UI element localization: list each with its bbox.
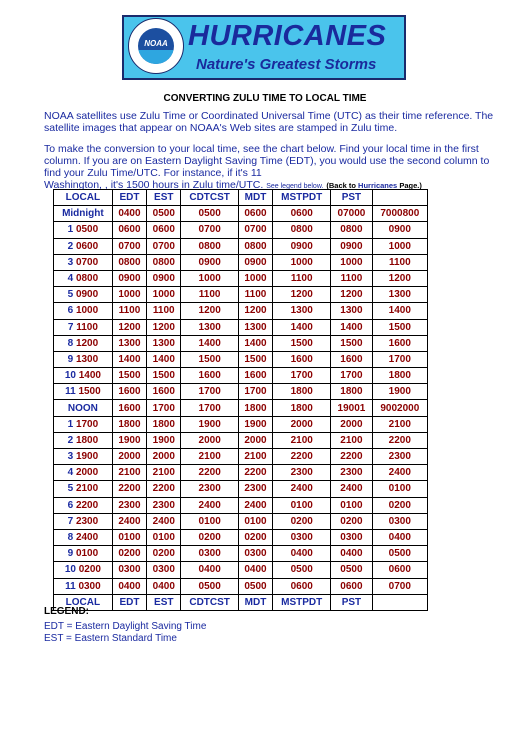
zulu-time-cell: 0800 xyxy=(331,222,372,238)
local-hour-label: 8 xyxy=(67,532,74,544)
zulu-time-cell: 1900 xyxy=(238,416,272,432)
local-hour-label: 1 xyxy=(67,224,74,236)
zulu-time-cell: 0300 xyxy=(147,562,181,578)
zulu-time-cell: 0400 xyxy=(273,546,331,562)
table-row xyxy=(54,497,428,513)
zulu-time-cell: 0100 xyxy=(273,497,331,513)
zulu-time-cell: 2200 xyxy=(147,481,181,497)
local-time-cell xyxy=(54,222,113,238)
local-time-cell xyxy=(54,400,113,416)
zulu-time-cell: 1000 xyxy=(331,254,372,270)
zulu-time-cell: 0800 xyxy=(238,238,272,254)
zulu-time-cell: 0900 xyxy=(273,238,331,254)
zulu-time-cell: 0800 xyxy=(147,254,181,270)
back-link-wrapper: (Back to Hurricanes Page.) xyxy=(326,181,422,190)
zulu-time-cell: 0100 xyxy=(238,513,272,529)
zulu-time-cell: 0300 xyxy=(331,529,372,545)
zulu-time-cell: 1900 xyxy=(147,432,181,448)
table-row xyxy=(54,368,428,384)
zulu-time-cell: 1200 xyxy=(181,303,238,319)
local-hour-value: 2300 xyxy=(75,515,99,527)
zulu-time-cell: 1100 xyxy=(112,303,146,319)
zulu-time-cell: 1600 xyxy=(372,335,427,351)
table-row xyxy=(54,335,428,351)
zulu-time-cell: 0500 xyxy=(147,206,181,222)
local-hour-value: 0200 xyxy=(78,564,101,576)
local-time-cell xyxy=(54,335,113,351)
local-time-cell xyxy=(54,319,113,335)
local-hour-value: 2400 xyxy=(75,532,99,544)
banner-subtitle: Nature's Greatest Storms xyxy=(196,56,377,73)
noaa-logo xyxy=(128,18,184,74)
local-hour-value: 1100 xyxy=(76,321,98,333)
zulu-time-cell: 1000 xyxy=(112,287,146,303)
local-time-cell xyxy=(54,578,113,594)
page-heading: CONVERTING ZULU TIME TO LOCAL TIME xyxy=(163,93,367,104)
zulu-time-cell: 1400 xyxy=(112,351,146,367)
zulu-time-cell: 1800 xyxy=(238,400,272,416)
zulu-time-cell: 0100 xyxy=(147,529,181,545)
zulu-time-cell: 1200 xyxy=(331,287,372,303)
zulu-time-cell: 2300 xyxy=(372,449,427,465)
local-time-cell xyxy=(54,416,113,432)
local-time-cell xyxy=(54,368,113,384)
zulu-time-cell: 1800 xyxy=(372,368,427,384)
table-row xyxy=(54,303,428,319)
zulu-time-cell: 2400 xyxy=(273,481,331,497)
local-hour-label: 10 xyxy=(64,370,76,382)
zulu-time-cell: 1500 xyxy=(331,335,372,351)
zulu-time-cell: 1100 xyxy=(147,303,181,319)
zulu-time-cell: 1300 xyxy=(372,287,427,303)
local-hour-label: 7 xyxy=(67,515,74,527)
zulu-time-cell: 1800 xyxy=(273,384,331,400)
zulu-time-cell: 2000 xyxy=(273,416,331,432)
local-time-cell xyxy=(54,449,113,465)
zulu-time-cell: 2200 xyxy=(112,481,146,497)
zulu-time-cell: 1600 xyxy=(331,351,372,367)
zulu-time-cell: 1200 xyxy=(147,319,181,335)
table-row xyxy=(54,254,428,270)
zulu-time-cell: 1700 xyxy=(181,384,238,400)
local-hour-label: 9 xyxy=(67,353,74,365)
zulu-time-cell: 0100 xyxy=(181,513,238,529)
local-time-cell xyxy=(54,465,113,481)
local-hour-value: 0800 xyxy=(75,273,99,285)
zulu-time-cell: 0500 xyxy=(238,578,272,594)
zulu-time-cell: 1000 xyxy=(238,270,272,286)
zulu-time-cell: 2400 xyxy=(112,513,146,529)
local-hour-value: 1000 xyxy=(75,305,99,317)
zulu-time-cell: 1800 xyxy=(273,400,331,416)
zulu-time-cell: 0500 xyxy=(273,562,331,578)
zulu-time-cell: 0400 xyxy=(147,578,181,594)
local-time-cell xyxy=(54,254,113,270)
zulu-time-cell: 1500 xyxy=(372,319,427,335)
local-hour-label: 4 xyxy=(67,273,74,285)
zulu-time-cell: 1300 xyxy=(238,319,272,335)
column-header: CDTCST xyxy=(181,594,238,610)
zulu-time-cell: 0600 xyxy=(273,206,331,222)
zulu-time-cell: 0600 xyxy=(147,222,181,238)
local-hour-value: 1700 xyxy=(75,418,99,430)
zulu-time-cell: 1600 xyxy=(147,384,181,400)
local-hour-value: 1500 xyxy=(78,386,101,398)
zulu-time-cell: 1100 xyxy=(372,254,427,270)
instructions-paragraph xyxy=(44,143,499,193)
zulu-time-cell: 2300 xyxy=(181,481,238,497)
zulu-time-cell: 1600 xyxy=(181,368,238,384)
zulu-time-cell: 2300 xyxy=(147,497,181,513)
zulu-time-cell: 0900 xyxy=(147,270,181,286)
local-hour-value: 2200 xyxy=(75,499,99,511)
zulu-time-cell: 0600 xyxy=(238,206,272,222)
zulu-time-cell: 0700 xyxy=(181,222,238,238)
local-hour-label: 8 xyxy=(67,337,74,349)
banner-title: HURRICANES xyxy=(188,20,387,52)
local-hour-label: 2 xyxy=(67,240,74,252)
zulu-time-cell: 1400 xyxy=(372,303,427,319)
zulu-time-cell: 1400 xyxy=(181,335,238,351)
local-time-cell xyxy=(54,384,113,400)
zulu-time-cell: 2300 xyxy=(331,465,372,481)
zulu-time-cell: 1500 xyxy=(147,368,181,384)
column-header: PST xyxy=(331,594,372,610)
zulu-time-cell: 0200 xyxy=(147,546,181,562)
zulu-time-cell: 0400 xyxy=(112,206,146,222)
zulu-time-cell: 0700 xyxy=(372,578,427,594)
zulu-time-cell: 0900 xyxy=(372,222,427,238)
zulu-time-cell: 1300 xyxy=(181,319,238,335)
local-hour-label: 6 xyxy=(67,305,74,317)
local-time-cell xyxy=(54,270,113,286)
table-row xyxy=(54,513,428,529)
zulu-time-cell: 0700 xyxy=(238,222,272,238)
intro-paragraph: NOAA satellites use Zulu Time or Coordinated Universal Time (UTC) as their time reference. The satellite images that appear on NOAA's Web sites are stamped in Zulu time. xyxy=(44,110,494,134)
zulu-time-cell: 7000800 xyxy=(372,206,427,222)
local-hour-value: 0700 xyxy=(75,256,99,268)
local-time-cell xyxy=(54,481,113,497)
zulu-time-cell: 1400 xyxy=(147,351,181,367)
table-row xyxy=(54,270,428,286)
example-text: Washington, , it's 1500 hours in Zulu time/UTC. xyxy=(44,179,264,191)
local-time-cell xyxy=(54,562,113,578)
zulu-time-cell: 1600 xyxy=(112,384,146,400)
zulu-time-cell: 2100 xyxy=(331,432,372,448)
zulu-time-cell: 0300 xyxy=(181,546,238,562)
zulu-time-cell: 2200 xyxy=(238,465,272,481)
zulu-time-cell: 1600 xyxy=(238,368,272,384)
local-time-cell xyxy=(54,513,113,529)
local-hour-value: 1400 xyxy=(78,370,101,382)
zulu-time-cell: 0400 xyxy=(112,578,146,594)
zulu-time-cell: 1000 xyxy=(372,238,427,254)
zulu-time-cell: 0800 xyxy=(181,238,238,254)
zulu-time-cell: 0300 xyxy=(273,529,331,545)
local-hour-value: 1300 xyxy=(75,353,99,365)
table-row xyxy=(54,449,428,465)
zulu-time-cell: 1100 xyxy=(331,270,372,286)
zulu-time-cell: 2100 xyxy=(112,465,146,481)
local-hour-value: 0100 xyxy=(75,548,99,560)
zulu-time-cell: 2100 xyxy=(273,432,331,448)
table-row xyxy=(54,319,428,335)
noaa-bird-icon xyxy=(138,28,174,64)
zulu-time-cell: 0600 xyxy=(331,578,372,594)
table-row xyxy=(54,465,428,481)
column-header: EST xyxy=(147,190,181,206)
zulu-time-cell: 0400 xyxy=(331,546,372,562)
zulu-time-cell: 2100 xyxy=(238,449,272,465)
zulu-time-cell: 1200 xyxy=(372,270,427,286)
zulu-time-cell: 0400 xyxy=(238,562,272,578)
zulu-time-cell: 1700 xyxy=(238,384,272,400)
local-hour-label: 9 xyxy=(67,548,74,560)
local-hour-label: 3 xyxy=(67,451,74,463)
zulu-time-cell: 1200 xyxy=(273,287,331,303)
zulu-time-cell: 2200 xyxy=(331,449,372,465)
zulu-time-cell: 2200 xyxy=(372,432,427,448)
zulu-time-cell: 1600 xyxy=(112,400,146,416)
zulu-time-cell: 2300 xyxy=(112,497,146,513)
table-row xyxy=(54,546,428,562)
zulu-time-cell: 2200 xyxy=(181,465,238,481)
zulu-time-cell: 1000 xyxy=(147,287,181,303)
local-hour-label: 4 xyxy=(67,467,74,479)
column-header: LOCAL xyxy=(54,594,113,610)
zulu-time-cell: 0900 xyxy=(331,238,372,254)
zulu-conversion-table xyxy=(53,189,428,611)
column-header: MSTPDT xyxy=(273,594,331,610)
zulu-time-cell: 1800 xyxy=(147,416,181,432)
zulu-time-cell: 2000 xyxy=(181,432,238,448)
local-time-cell xyxy=(54,303,113,319)
zulu-time-cell: 2400 xyxy=(372,465,427,481)
zulu-time-cell: 0200 xyxy=(331,513,372,529)
local-hour-label: 5 xyxy=(67,289,74,301)
zulu-time-cell: 0300 xyxy=(372,513,427,529)
zulu-time-cell: 2000 xyxy=(147,449,181,465)
column-header: MDT xyxy=(238,594,272,610)
local-time-cell xyxy=(54,432,113,448)
zulu-time-cell: 1600 xyxy=(273,351,331,367)
local-hour-value: 0500 xyxy=(75,224,99,236)
zulu-time-cell: 0300 xyxy=(238,546,272,562)
zulu-time-cell: 1900 xyxy=(181,416,238,432)
zulu-time-cell: 2400 xyxy=(331,481,372,497)
zulu-time-cell: 2200 xyxy=(273,449,331,465)
zulu-time-cell: 0700 xyxy=(112,238,146,254)
column-header: MDT xyxy=(238,190,272,206)
zulu-time-cell: 2300 xyxy=(238,481,272,497)
table-row xyxy=(54,481,428,497)
local-hour-label: 10 xyxy=(64,564,76,576)
zulu-time-cell: 19001 xyxy=(331,400,372,416)
local-hour-label: NOON xyxy=(67,402,98,414)
local-time-cell xyxy=(54,238,113,254)
zulu-time-cell: 1200 xyxy=(238,303,272,319)
local-hour-value: 1900 xyxy=(75,451,99,463)
zulu-time-cell: 1100 xyxy=(273,270,331,286)
table-row xyxy=(54,416,428,432)
table-row xyxy=(54,238,428,254)
column-header: LOCAL xyxy=(54,190,113,206)
zulu-time-cell: 0400 xyxy=(181,562,238,578)
zulu-time-cell: 0200 xyxy=(112,546,146,562)
instructions-text: To make the conversion to your local time, see the chart below. Find your local time in the first column. If you are on Eastern Daylight Saving Time (EDT), you would use the second column to find your Zulu Time/UTC. For instance, if it's 11 xyxy=(44,143,490,179)
zulu-time-cell: 0100 xyxy=(112,529,146,545)
zulu-time-cell: 2300 xyxy=(273,465,331,481)
column-header: MSTPDT xyxy=(273,190,331,206)
table-row xyxy=(54,287,428,303)
local-hour-label: 2 xyxy=(67,434,74,446)
local-hour-value: 1200 xyxy=(75,337,99,349)
local-time-cell xyxy=(54,206,113,222)
see-legend-note: See legend below. xyxy=(266,183,324,190)
zulu-time-cell: 1400 xyxy=(273,319,331,335)
back-to-hurricanes-link[interactable]: Hurricanes xyxy=(358,181,398,190)
zulu-time-cell: 2100 xyxy=(372,416,427,432)
zulu-time-cell: 0800 xyxy=(273,222,331,238)
legend-item-est: EST = Eastern Standard Time xyxy=(44,633,177,644)
local-hour-label: 7 xyxy=(67,321,74,333)
local-hour-label: 11 xyxy=(65,386,76,398)
table-row xyxy=(54,432,428,448)
zulu-time-cell: 0700 xyxy=(147,238,181,254)
zulu-time-cell: 9002000 xyxy=(372,400,427,416)
zulu-time-cell: 1700 xyxy=(331,368,372,384)
zulu-time-cell: 1700 xyxy=(147,400,181,416)
zulu-time-cell: 1300 xyxy=(112,335,146,351)
zulu-time-cell: 2100 xyxy=(181,449,238,465)
table-row xyxy=(54,384,428,400)
local-hour-label: 5 xyxy=(67,483,74,495)
zulu-time-cell: 1900 xyxy=(372,384,427,400)
local-time-cell xyxy=(54,287,113,303)
column-header: PST xyxy=(331,190,372,206)
zulu-time-cell: 1700 xyxy=(273,368,331,384)
logo-text: NOAA xyxy=(144,39,168,48)
zulu-time-cell: 1800 xyxy=(112,416,146,432)
local-hour-value: 1800 xyxy=(75,434,99,446)
table-row xyxy=(54,351,428,367)
zulu-time-cell: 0200 xyxy=(273,513,331,529)
local-hour-label: 3 xyxy=(67,256,74,268)
zulu-time-cell: 1800 xyxy=(331,384,372,400)
table-row xyxy=(54,206,428,222)
legend-title: LEGEND: xyxy=(44,606,89,617)
zulu-time-cell: 1500 xyxy=(238,351,272,367)
zulu-time-cell: 1500 xyxy=(112,368,146,384)
table-row xyxy=(54,400,428,416)
zulu-time-cell: 1500 xyxy=(273,335,331,351)
zulu-time-cell: 1100 xyxy=(238,287,272,303)
zulu-time-cell: 0100 xyxy=(331,497,372,513)
zulu-time-cell: 0500 xyxy=(372,546,427,562)
header-row xyxy=(54,190,428,206)
local-hour-value: 2000 xyxy=(75,467,99,479)
legend-item-edt: EDT = Eastern Daylight Saving Time xyxy=(44,621,207,632)
column-header: CDTCST xyxy=(181,190,238,206)
zulu-time-cell: 2100 xyxy=(147,465,181,481)
zulu-time-cell: 0900 xyxy=(181,254,238,270)
zulu-time-cell: 2000 xyxy=(112,449,146,465)
zulu-time-cell: 1300 xyxy=(147,335,181,351)
local-time-cell xyxy=(54,546,113,562)
zulu-time-cell: 1200 xyxy=(112,319,146,335)
zulu-time-cell: 1700 xyxy=(372,351,427,367)
table-row xyxy=(54,578,428,594)
zulu-time-cell: 1500 xyxy=(181,351,238,367)
local-hour-label: Midnight xyxy=(62,208,104,220)
zulu-time-cell: 0100 xyxy=(372,481,427,497)
local-hour-value: 0600 xyxy=(75,240,99,252)
local-hour-value: 0900 xyxy=(75,289,99,301)
zulu-time-cell: 0200 xyxy=(181,529,238,545)
zulu-time-cell: 2400 xyxy=(238,497,272,513)
zulu-time-cell: 0600 xyxy=(112,222,146,238)
table-row xyxy=(54,529,428,545)
zulu-time-cell: 0500 xyxy=(331,562,372,578)
zulu-time-cell: 0200 xyxy=(238,529,272,545)
zulu-time-cell: 0900 xyxy=(112,270,146,286)
zulu-time-cell: 1400 xyxy=(238,335,272,351)
column-header: EST xyxy=(147,594,181,610)
zulu-time-cell: 0300 xyxy=(112,562,146,578)
zulu-time-cell: 0500 xyxy=(181,206,238,222)
local-hour-label: 11 xyxy=(65,580,76,592)
zulu-time-cell: 0600 xyxy=(372,562,427,578)
local-time-cell xyxy=(54,529,113,545)
local-hour-label: 6 xyxy=(67,499,74,511)
local-time-cell xyxy=(54,351,113,367)
zulu-time-cell: 1300 xyxy=(273,303,331,319)
column-header: EDT xyxy=(112,594,146,610)
zulu-time-cell: 1000 xyxy=(181,270,238,286)
zulu-time-cell: 2400 xyxy=(181,497,238,513)
zulu-time-cell: 1700 xyxy=(181,400,238,416)
local-hour-label: 1 xyxy=(67,418,74,430)
zulu-time-cell: 1100 xyxy=(181,287,238,303)
zulu-time-cell: 07000 xyxy=(331,206,372,222)
local-time-cell xyxy=(54,497,113,513)
zulu-time-cell: 0600 xyxy=(273,578,331,594)
zulu-time-cell: 0400 xyxy=(372,529,427,545)
zulu-time-cell: 2000 xyxy=(238,432,272,448)
local-hour-value: 2100 xyxy=(75,483,99,495)
zulu-time-cell: 1900 xyxy=(112,432,146,448)
zulu-time-cell: 1300 xyxy=(331,303,372,319)
table-row xyxy=(54,562,428,578)
zulu-time-cell: 0800 xyxy=(112,254,146,270)
footer-row xyxy=(54,594,428,610)
table-row xyxy=(54,222,428,238)
zulu-time-cell: 0200 xyxy=(372,497,427,513)
local-hour-value: 0300 xyxy=(78,580,101,592)
zulu-time-cell: 2000 xyxy=(331,416,372,432)
zulu-time-cell: 1400 xyxy=(331,319,372,335)
zulu-time-cell: 1000 xyxy=(273,254,331,270)
column-header: EDT xyxy=(112,190,146,206)
zulu-time-cell: 0900 xyxy=(238,254,272,270)
zulu-time-cell: 2400 xyxy=(147,513,181,529)
zulu-time-cell: 0500 xyxy=(181,578,238,594)
